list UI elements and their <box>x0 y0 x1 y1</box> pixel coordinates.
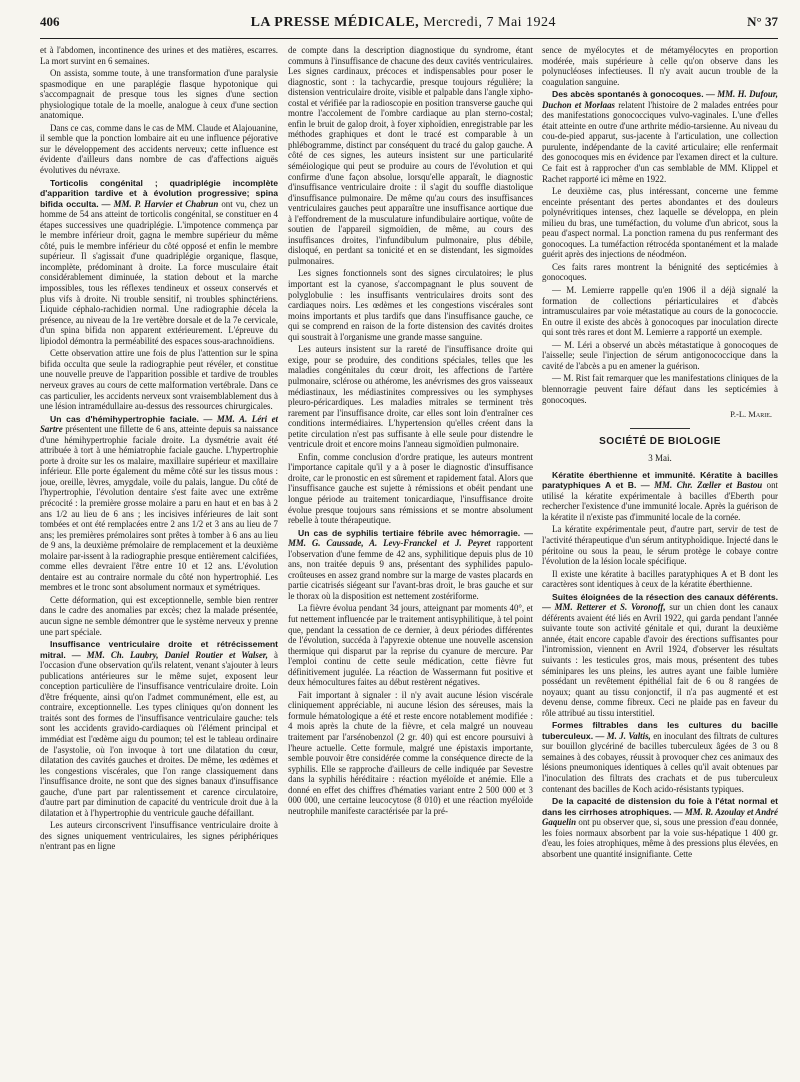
article-text: ont vu, chez un homme de 54 ans atteint de torticolis congénital, se constituer en 4 étapes successives une quadriplégie. L'impotence commença par le membre inférieur droit, gagna le membre supérieur du même côté, puis le membre inférieur du côté opposé et enfin le membre supérieur. Il s'agissait d'une quadriplégie organique, flasque, incomplète, prédominant à droite. La force musculaire était considérablement diminuée, la station debout et la marche impossibles, tous les réflexes tendineux et osseux conservés et plus vifs à droite. Ni trouble sensitif, ni troubles sphinctériens. Liquide céphalo-rachidien normal. Une radiographie décela la présence, au niveau de la 1re vertèbre dorsale et de la 7e cervicale, d'un spina bifida non apparent extérieurement. L'épreuve du lipiodol démontra la perméabilité des espaces sous-arachnoïdiens. <box>40 198 278 346</box>
article-foie <box>542 796 778 859</box>
article-title: Formes filtrables dans les cultures du bacille tuberculeux. <box>542 720 778 741</box>
article-authors: — MM. Chr. Zœller et Bastou <box>640 480 763 491</box>
signature: P.-L. Marie. <box>730 409 772 420</box>
header-rule <box>40 38 778 39</box>
article-title: Torticolis congénital ; quadriplégie incomplète d'apparition tardive et à évolution progressive; spina bifida occulta. <box>40 177 278 209</box>
paragraph: Les auteurs insistent sur la rareté de l'insuffisance droite qui exige, pour se produire, des conditions spéciales, telles que les maladies congénitales du cœur droit, les affections de l'artère pulmonaire, sclérose ou athérome, les anévrismes des gros vaisseaux médiastinaux, les médiastinites compressives ou les symphyses pleuro-péricardiques. Les maladies mitrales se terminent très rarement par l'insuffisance droite, car elles sont loin d'entraîner ces conditions intermédiaires. L'hypertension qu'elles créent dans la petite circulation n'est pas suffisante à elle seule pour distendre le ventricule droit et encore moins l'anneau sigmoïdien pulmonaire. <box>288 344 533 450</box>
paragraph: Les auteurs circonscrivent l'insuffisance ventriculaire droite à des signes uniquement ventriculaires, les signes périphériques n'entrant pas en ligne <box>40 820 278 852</box>
article-authors: — MM. G. Caussade, A. Levy-Franckel et J. Peyret <box>288 527 533 549</box>
paragraph: — M. Lemierre rappelle qu'en 1906 il a déjà signalé la formation de collections périarticulaires et d'abcès intramusculaires par voie métastatique au cours de la gonococcie. En outre il existe des abcès à gonocoques par inoculation directe qui sont très rares et dont M. Lemierre a rapporté un exemple. <box>542 285 778 338</box>
article-title: Des abcès spontanés à gonocoques. <box>552 89 704 100</box>
article-authors: — MM. R. Azoulay et André Gaquelin <box>542 806 778 828</box>
column-2 <box>288 45 533 1065</box>
issue-date: Mercredi, 7 Mai 1924 <box>423 15 557 30</box>
paragraph: et à l'abdomen, incontinence des urines et des matières, escarres. La mort survint en 6 semaines. <box>40 45 278 66</box>
article-filtrables <box>542 720 778 794</box>
paragraph: Dans ce cas, comme dans le cas de MM. Claude et Alajouanine, il semble que la ponction lombaire ait eu une influence péjorative sur le développement des accidents nerveux; cette influence est évidente d'ailleurs dans nombre de cas d'affections aiguës évolutives du névraxe. <box>40 122 278 176</box>
article-insuffisance <box>40 639 278 818</box>
article-abces <box>542 89 778 184</box>
paragraph: Il existe une kératite à bacilles paratyphiques A et B dont les caractères sont identiques à ceux de la kératite éberthienne. <box>542 568 778 590</box>
paragraph: — M. Rist fait remarquer que les manifestations cliniques de la blennorragie peuvent faire défaut dans les septicémies à gonocoques. <box>542 373 778 405</box>
article-authors: — M. J. Valtis, <box>595 730 651 741</box>
paragraph: La kératite expérimentale peut, d'autre part, servir de test de l'activité thérapeutique d'un sérum antityphoïdique. Injecté dans le péritoine ou sous la peau, le sérum protège le cobaye contre l'évolution de la lésion locale spécifique. <box>542 524 778 567</box>
article-authors: — MM. H. Dufour, Duchon et Morlaas <box>542 89 778 110</box>
paragraph: Enfin, comme conclusion d'ordre pratique, les auteurs montrent l'importance capitale qu'il y a à poser le diagnostic d'insuffisance droite, car le pronostic en est sûrement et rapidement fatal. Alors que l'insuffisance gauche est sujette à rémissions et obéit pendant une longue période au traitement tonicardiaque, l'insuffisance droite évolue presque toujours sans rémissions et se montre absolument rebelle à toute thérapeutique. <box>288 451 533 526</box>
paragraph: Le deuxième cas, plus intéressant, concerne une femme enceinte présentant des pertes abondantes et des douleurs polynévritiques intenses, chez laquelle se développa, en plein milieu du bras, une tuméfaction, du volume d'un abricot, sous la peau d'aspect normal. La ponction ramena du pus renfermant des gonocoques. La tuméfaction rétrocéda spontanément et la malade guérit après des injections de néodméon. <box>542 186 778 260</box>
column-3 <box>542 45 778 1065</box>
column-1 <box>40 45 278 1065</box>
article-text: sur un chien dont les canaux déférents avaient été liés en Avril 1922, qui garda pendant l'année suivante toute son activité génitale et qui, durant la deuxième année, était encore capable d'avoir des érections suffisantes pour l'intromission, viennent en Avril 1924, d'observer les résultats suivants : les testicules gros, mais mous, présentent des tubes séminipares les uns pleins, les autres ayant une faible lumière possédant un revêtement épithélial fait de 6 ou 8 rangées de noyaux; quant au tissu conjonctif, il n'a pas augmenté et est devenu dense, comme fibreux. Ceci ne plaide pas en faveur du rôle attribué au tissu interstitiel. <box>542 602 778 718</box>
journal-name: LA PRESSE MÉDICALE, <box>250 15 420 30</box>
article-authors: — MM. P. Harvier et Chabrun <box>101 198 219 209</box>
article-hemihypertrophie <box>40 414 278 593</box>
article-title: Un cas de syphilis tertiaire fébrile avec hémorragie. <box>298 527 521 538</box>
article-title: Insuffisance ventriculaire droite et rétrécissement mitral. <box>40 639 278 660</box>
article-text: à l'occasion d'une observation qu'ils relatent, venant s'ajouter à leurs publications antérieures sur le même sujet, exposent leur conception particulière de l'insuffisance ventriculaire droite. Loin d'être fréquente, ainsi qu'on l'admet communément, elle est, au contraire, exceptionnelle. Les types cliniques qu'on donnent les traités sont des formes de l'insuffisance ventriculaire gauche: tels sont les accidents gravido-cardiaques où l'élément principal et immédiat est l'œdème aigu du poumon; tel est le tableau ordinaire de l'asystolie, où l'on invoque à tort une dilatation du cœur, dilatation des cavités gauches et droites. De même, les œdèmes et les congestions viscérales, que l'on range classiquement dans l'insuffisance droite, ne sont que des signes banaux d'insuffisance gauche, d'une part par ralentissement et carence circulatoire, d'autre part par diminution de capacité du ventricule droit due à la dilatation et à l'hypertrophie du ventricule gauche défaillant. <box>40 649 278 818</box>
article-authors: — MM. Ch. Laubry, Daniel Routier et Walser, <box>71 649 268 660</box>
paragraph: Fait important à signaler : il n'y avait aucune lésion viscérale cliniquement appréciable, ni aucune lésion des séreuses, mais la formule hématologique a été et reste encore notablement modifiée : 4 mois après la chute de la fièvre, et cela malgré un nouveau traitement par l'arsénobenzol (2 gr. 40) qui est encore poursuivi à l'heure actuelle. Cette formule, malgré une épistaxis importante, semble pouvoir être considérée comme la conséquence directe de la syphilis. Elle se rapproche d'ailleurs de celle indiquée par Sevestre dans la syphilis héréditaire : réaction myéloïde et anémie. Elle a donné en effet des chiffres d'hématies variant entre 2 500 000 et 3 000 000, une certaine leucocytose (8 010) et une réaction myéloïde neutrophile manifeste caractérisée par la pré- <box>288 689 533 816</box>
article-torticolis <box>40 178 278 347</box>
article-authors: — MM. Retterer et S. Voronoff, <box>542 602 666 613</box>
article-text: en inoculant des filtrats de cultures sur bouillon glycériné de bacilles tuberculeux âgées de 3 ou 8 semaines à des cobayes, réussit à provoquer chez ces animaux des lésions pneumoniques identiques à celles qu'il avait obtenues par l'inoculation des filtrats des crachats et de pus tuberculeux contenant des bacilles de Koch acido-résistants typiques. <box>542 730 778 794</box>
paragraph: Cette déformation, qui est exceptionnelle, semble bien rentrer dans le cadre des anomalies par excès; chez la malade présentée, aucun signe ne semble démontrer que le système nerveux y prenne une part spéciale. <box>40 594 278 637</box>
society-date: 3 Mai. <box>648 453 672 464</box>
article-title: Kératite éberthienne et immunité. Kératite à bacilles paratyphiques A et B. <box>542 469 778 491</box>
section-divider <box>630 428 690 429</box>
columns <box>40 45 778 1065</box>
article-resection <box>542 592 778 719</box>
paragraph: Cette observation attire une fois de plus l'attention sur le spina bifida occulta que seule la radiographie peut révéler, et constitue une nouvelle preuve de l'apparition possible et tardive de troubles nerveux graves au cours de cette malformation vertébrale. Dans ce cas particulier, les accidents nerveux sont vraisemblablement dus à une lésion intramédullaire au-dessus des ressources chirurgicales. <box>40 348 278 412</box>
article-text: présentent une fillette de 6 ans, atteinte depuis sa naissance d'une hémihypertrophie faciale droite. La dysmétrie avait été attribuée à tort à une hémiatrophie faciale gauche. L'hypertrophie porte à droite sur les os malaire, maxillaire supérieur et maxillaire inférieur. Elle porte également du même côté sur les tissus mous : joue, oreille, lèvres, amygdale, voile du palais, langue. Du côté de l'hypertrophie, l'évolution dentaire s'est faite avec une extrême précocité : la première grosse molaire a paru en haut et en bas à 2 ans 1/2 au lieu de 6 ans ; les incisives inférieures de lait sont tombées et ont été remplacées entre 2 ans 1/2 et 3 ans au lieu de 7 ans; les premières prémolaires sont prêtes à tomber à 6 ans au lieu de 9 ans, la deuxième prémolaire de remplacement et la deuxième molaire par-issent à la radiographie presque entièrement calcifiées, comme elles devraient l'être entre 10 et 12 ans. L'évolution dentaire est au contraire normale du côté non hypertrophié. Les membres et le tronc sont absolument normaux et symétriques. <box>40 424 278 593</box>
article-syphilis <box>288 528 533 602</box>
page-header <box>40 14 778 34</box>
article-text: relatent l'histoire de 2 malades entrées pour des manifestations gonococciques vulvo-vaginales. L'une d'elles était atteinte en outre d'une arthrite médio-tarsienne. Au niveau du cou-de-pied apparut, sus-jacente à l'articulation, une collection purulente, indépendante de la cavité articulaire; elle renfermait des gonocoques mis en évidence par l'examen direct et la culture. Ce fait est à rapprocher d'un cas semblable de MM. Klippel et Rachet rapporté ici même en 1922. <box>542 99 778 184</box>
article-keratite <box>542 470 778 523</box>
article-title: Suites éloignées de la résection des canaux déférents. <box>552 591 778 602</box>
journal-masthead <box>251 15 556 31</box>
society-heading: SOCIÉTÉ DE BIOLOGIE <box>599 435 721 447</box>
article-title: Un cas d'hémihypertrophie faciale. <box>50 413 199 424</box>
paragraph: sence de myélocytes et de métamyélocytes en proportion modérée, mais supérieure à celle qu'on observe dans les polynucléoses infectieuses. Il n'y avait aucun trouble de la coagulation sanguine. <box>542 45 778 87</box>
paragraph: Ces faits rares montrent la bénignité des septicémies à gonocoques. <box>542 261 778 283</box>
paragraph: La fièvre évolua pendant 34 jours, atteignant par moments 40°, et fut nettement influencée par le traitement antisyphilitique, à tel point que, pendant la cessation de ce dernier, à deux périodes différentes de l'évolution, succéda à l'apyrexie obtenue une nouvelle ascension thermique qui disparut par la reprise du cyanure de mercure. Par l'emploi continu de cette seule médication, cette fièvre fut définitivement jugulée. La réaction de Wassermann fut positive et deux hémocultures faites au début restèrent négatives. <box>288 603 533 688</box>
paragraph: — M. Léri a observé un abcès métastatique à gonocoques de l'aisselle; seule l'injection de sérum antigonococcique dans la cavité de l'abcès a pu en amener la guérison. <box>542 339 778 371</box>
paragraph: de compte dans la description diagnostique du syndrome, étant communs à l'insuffisance de chacune des deux cavités ventriculaires. Les signes cardinaux, précoces et indispensables pour poser le diagnostic, sont : la tachycardie, presque toujours régulière; la distension ventriculaire droite, visible et palpable dans l'angle xipho-costal et vérifiée par la radioscopie en position transverse gauche qui montre l'accolement de l'ombre cardiaque au plan sterno-costal; enfin le bruit de galop droit, à foyer xiphoïdien, enregistrable par les méthodes graphiques et dont le tracé est comparable à un phlébogramme, distinct par conséquent du tracé du galop gauche. A côté de ces signes, les auteurs insistent sur une particularité séméiologique qui peut se produire au cours de l'évolution et qui confirme d'une façon absolue, lorsqu'elle apparaît, le diagnostic d'insuffisance ventriculaire droite : il s'agit du souffle diastolique d'insuffisance pulmonaire. De même qu'au cours des insuffisances ventriculaires gauches peut apparaître une insuffisance aortique due à l'effondrement de la musculature infundibulaire aortique, voûte de soutien de l'appareil sigmoïdien, de même, au cours des insuffisances droites, l'infundibulum pulmonaire, plus débile, disloqué, en perdant sa tonicité et en se distendant, les sigmoïdes pulmonaires. <box>288 45 533 266</box>
paragraph: On assista, somme toute, à une transformation d'une paralysie spasmodique en une paraplégie flasque hypotonique qui s'accompagnait de presque tous les signes d'une section physiologique totale de la moelle, analogue à ceux d'une section anatomique. <box>40 68 278 121</box>
page-number: 406 <box>40 14 60 29</box>
paragraph: Les signes fonctionnels sont des signes circulatoires; le plus important est la cyanose, s'accompagnant le plus souvent de polyglobulie : les insuffisants ventriculaires droits sont des cardiaques noirs. Les œdèmes et les congestions viscérales sont moins importants et plus tardifs que dans l'insuffisance gauche, ce qui se comprend en raison de la forte distension des cavités droites qui soustrait à l'organisme une grande masse sanguine. <box>288 268 533 342</box>
article-authors: — MM. A. Léri et Sartre <box>40 413 278 435</box>
article-text: rapportent l'observation d'une femme de 42 ans, syphilitique depuis plus de 10 ans, non traitée depuis 9 ans, présentant des syphilides papulo-croûteuses en assez grand nombre sur la marge de vastes placards en partie cicatrisés siégeant sur l'avant-bras droit, le bras gauche et sur le thorax où la disposition est nettement zostériforme. <box>288 538 533 601</box>
article-title: De la capacité de distension du foie à l'état normal et dans les cirrhoses atrophiques. <box>542 796 778 817</box>
article-text: ont pu observer que, si, sous une pression d'eau donnée, les foies normaux absorbent par la voie sus-hépatique 1 400 gr. d'eau, les foies atrophiques, même à des pressions plus élevées, en absorbent une quantité insignifiante. Cette <box>542 817 778 859</box>
issue-number: N° 37 <box>747 14 778 29</box>
article-text: ont utilisé la kératite expérimentale à bacilles d'Eberth pour rechercher l'existence d'une immunité locale. Après la guérison de la kératite il n'existe pas d'immunité locale de la cornée. <box>542 480 778 522</box>
